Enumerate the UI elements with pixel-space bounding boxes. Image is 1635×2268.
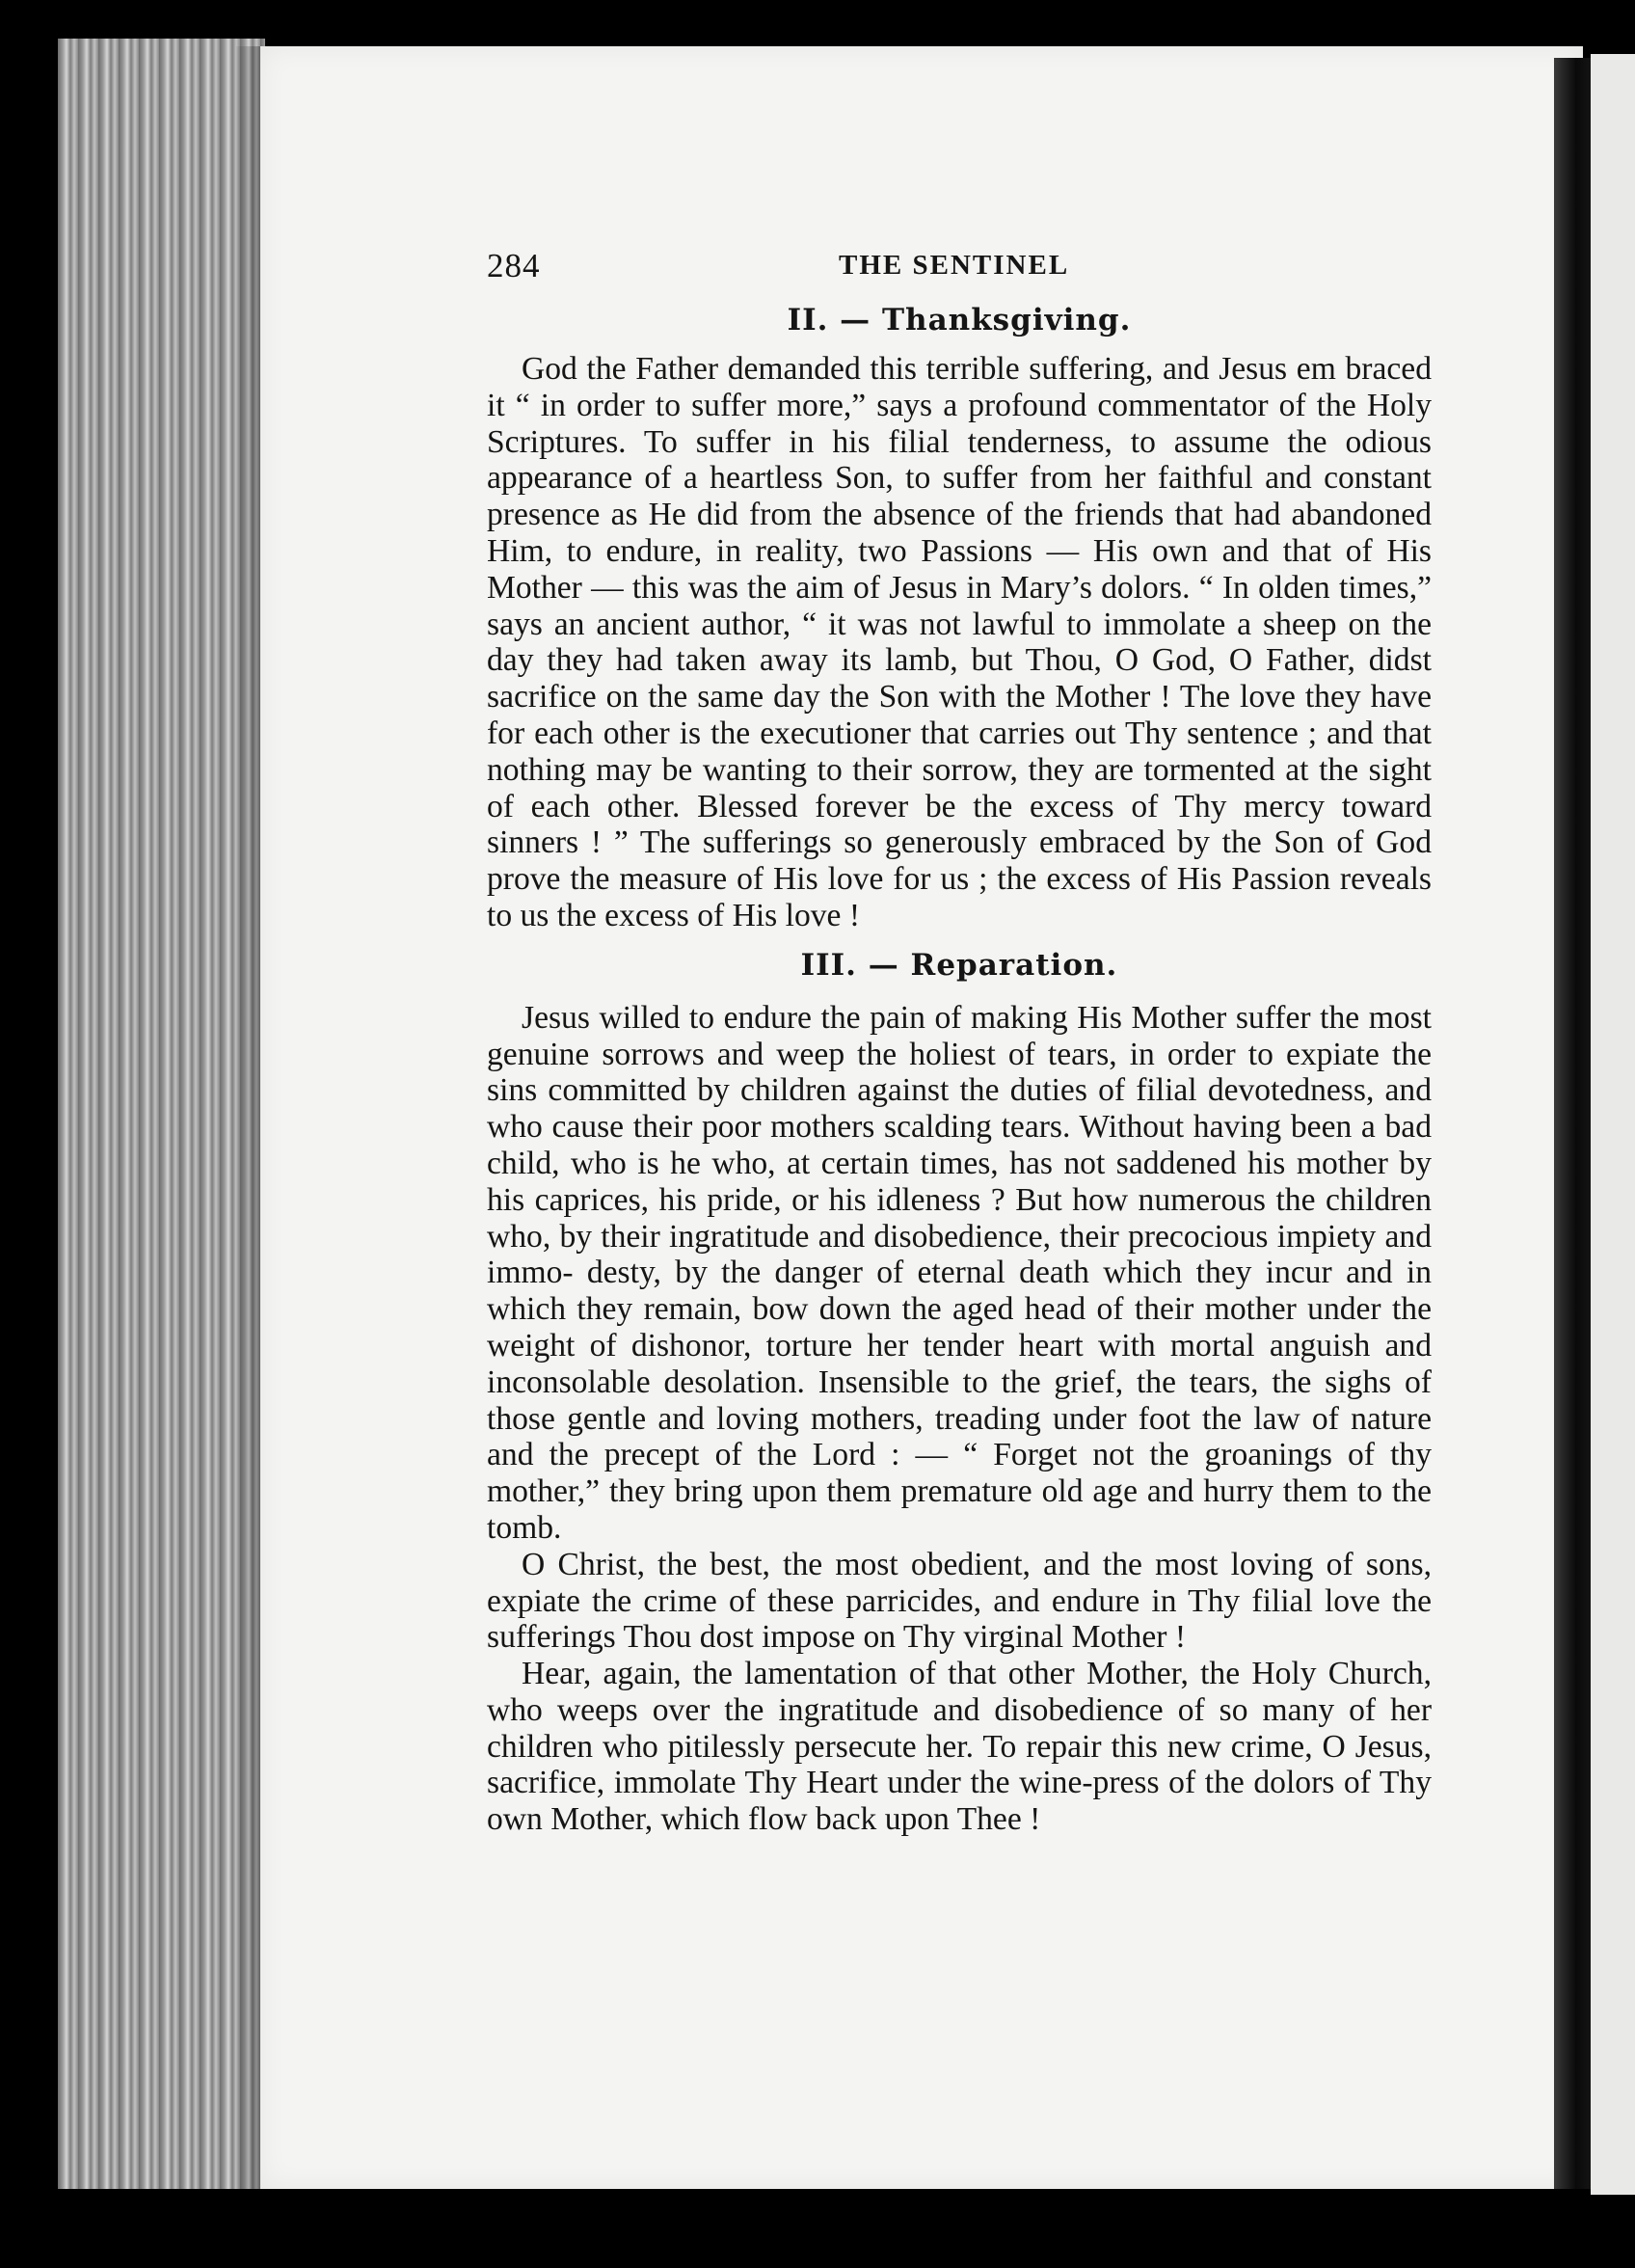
paragraph-reparation-1: Jesus willed to endure the pain of making His Mother suffer the most genuine sorrows and weep the holiest of tears, in order to expiate the sins committed by children against the duties of filial devotedness, and who cause their poor mothers scalding tears. Without having been a bad child, who is he who, at certain times, has not saddened his mother by his caprices, his pride, or his idleness ? But how numerous the children who, by their ingratitude and disobedience, their precocious impiety and immo- desty, by the danger of eternal death which they incur and in which they remain, bow down the aged head of their mother under the weight of dishonor, torture her tender heart with mortal anguish and inconsolable desolation. Insensible to the grief, the tears, the sighs of those gentle and loving mothers, treading under foot the law of nature and the precept of the Lord : — “ Forget not the groanings of thy mother,” they bring upon them premature old age and hurry them to the tomb. xyxy=(487,999,1432,1546)
facing-page-edge xyxy=(1591,54,1635,2195)
paragraph-thanksgiving: God the Father demanded this terrible suffering, and Jesus em braced it “ in order to suffer more,” says a profound commentator of the Holy Scriptures. To suffer in his filial tenderness, to assume the odious appearance of a heartless Son, to suffer from her faithful and constant presence as He did from the absence of the friends that had abandoned Him, to endure, in reality, two Passions — His own and that of His Mother — this was the aim of Jesus in Mary’s dolors. “ In olden times,” says an ancient author, “ it was not lawful to immolate a sheep on the day they had taken away its lamb, but Thou, O God, O Father, didst sacrifice on the same day the Son with the Mother ! The love they have for each other is the executioner that carries out Thy sentence ; and that nothing may be wanting to their sorrow, they are tormented at the sight of each other. Blessed forever be the excess of Thy mercy toward sinners ! ” The sufferings so generously embraced by the Son of God prove the measure of His love for us ; the excess of His Passion reveals to us the excess of His love ! xyxy=(487,351,1432,933)
paragraph-reparation-2: O Christ, the best, the most obedient, and the most loving of sons, expiate the crime of these parricides, and endure in Thy filial love the sufferings Thou dost impose on Thy virginal Mother ! xyxy=(487,1546,1432,1656)
book-binding-gutter xyxy=(1554,58,1591,2189)
stacked-page-edges xyxy=(58,39,265,2189)
section-heading-thanksgiving: II. — Thanksgiving. xyxy=(787,303,1132,338)
running-head xyxy=(487,247,1432,301)
section-heading-reparation: III. — Reparation. xyxy=(800,947,1118,983)
paragraph-reparation-3: Hear, again, the lamentation of that other Mother, the Holy Church, who weeps over the ingratitude and disobedience of so many of her children who pitilessly persecute her. To repair this new crime, O Jesus, sacrifice, immolate Thy Heart under the wine-press of the dolors of Thy own Mother, which flow back upon Thee ! xyxy=(487,1656,1432,1838)
running-title: THE SENTINEL xyxy=(839,250,1070,281)
page-text-block xyxy=(487,247,1432,1838)
page-number: 284 xyxy=(487,247,541,284)
